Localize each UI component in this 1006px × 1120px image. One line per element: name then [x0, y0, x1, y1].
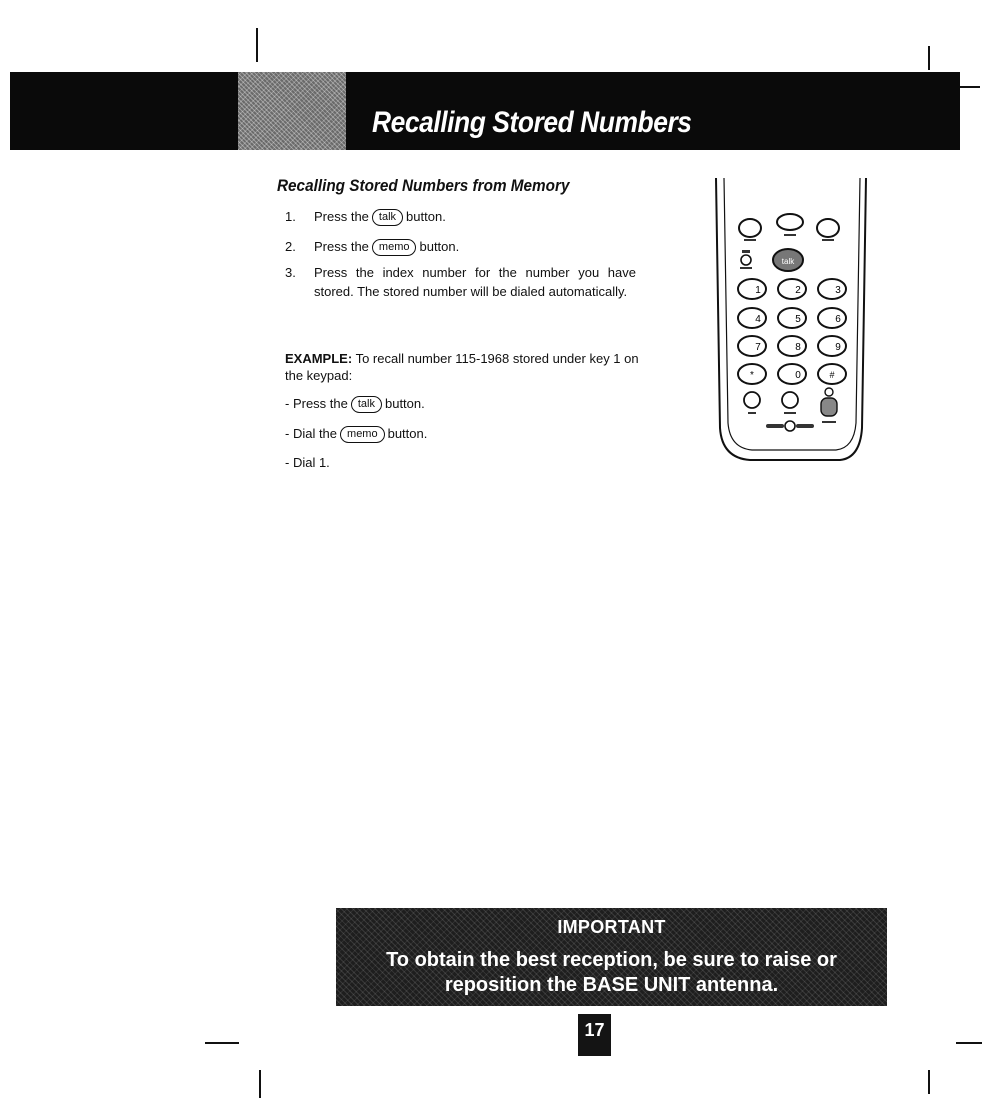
important-body: To obtain the best reception, be sure to raise or reposition the BASE UNIT antenna. [386, 949, 837, 996]
key-label: 8 [795, 342, 801, 353]
memo-key-icon: memo [372, 239, 417, 256]
example-item-before: - Dial the [285, 426, 338, 441]
banner-texture [238, 72, 346, 150]
phone-keypad [738, 279, 846, 384]
crop-mark [256, 28, 258, 62]
handset-illustration [710, 178, 870, 463]
key-label: 0 [795, 370, 801, 381]
example-item-before: - Press the [285, 396, 348, 411]
step-number: 2. [285, 239, 296, 254]
key-label: # [829, 370, 835, 380]
crop-mark [205, 1042, 239, 1044]
crop-mark [956, 1042, 982, 1044]
crop-mark [960, 86, 980, 88]
key-label: 1 [755, 285, 761, 296]
example-item [285, 424, 427, 443]
talk-key-icon: talk [351, 396, 382, 413]
memo-key-icon: memo [340, 426, 385, 443]
step-text-before: Press the [314, 239, 369, 254]
key-label: 5 [795, 314, 801, 325]
step-text-after: button. [406, 209, 446, 224]
talk-key-icon: talk [372, 209, 403, 226]
step-text [314, 237, 636, 256]
example-item-after: button. [384, 396, 425, 411]
step-number: 1. [285, 209, 296, 224]
step-2 [285, 237, 640, 257]
example-item [285, 394, 425, 413]
crop-mark [928, 1070, 930, 1094]
key-label: 6 [835, 314, 841, 325]
key-label: 2 [795, 285, 801, 296]
step-text-after: button. [419, 239, 460, 254]
crop-mark [928, 46, 930, 70]
handset-drawing [710, 178, 870, 463]
step-3 [285, 263, 640, 323]
key-label: 7 [755, 342, 761, 353]
key-label: * [750, 370, 754, 381]
key-label: 3 [835, 285, 841, 296]
phone-talk-label: talk [781, 257, 795, 266]
header-banner [10, 72, 960, 150]
example-paragraph [285, 350, 640, 384]
important-notice [336, 908, 887, 1006]
key-label: 9 [835, 342, 841, 353]
step-text: Press the index number for the number you have stored. The stored number will be dialed automatically. [314, 265, 636, 299]
step-1 [285, 207, 640, 227]
step-text-before: Press the [314, 209, 369, 224]
crop-mark [259, 1070, 261, 1098]
page-title: Recalling Stored Numbers [372, 106, 692, 139]
example-item-after: button. [387, 426, 428, 441]
section-title: Recalling Stored Numbers from Memory [277, 176, 570, 195]
step-text [314, 207, 636, 226]
step-number: 3. [285, 265, 296, 280]
example-item: - Dial 1. [285, 455, 330, 470]
page-number: 17 [578, 1014, 611, 1056]
key-label: 4 [755, 314, 761, 325]
example-text: To recall number 115-1968 stored under key 1 on the keypad: [285, 351, 639, 383]
example-label: EXAMPLE: [285, 351, 353, 366]
important-title: IMPORTANT [557, 917, 666, 937]
